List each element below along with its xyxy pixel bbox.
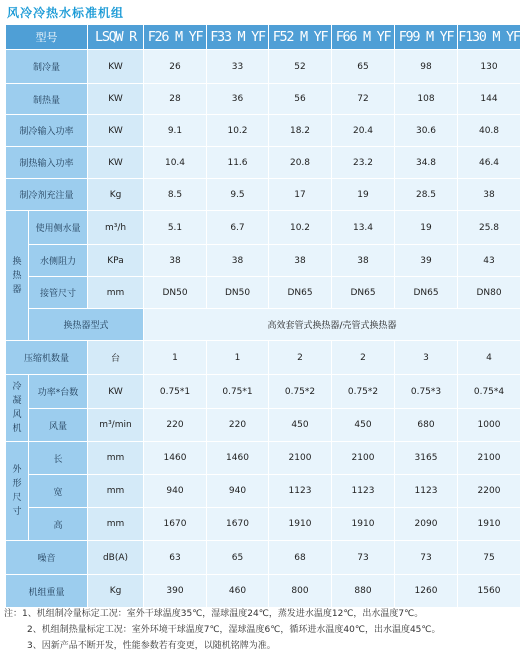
row-label: 长	[29, 442, 88, 475]
value-cell: 65	[332, 50, 395, 84]
row-length	[6, 442, 521, 475]
value-cell: 52	[269, 50, 332, 84]
row-width	[6, 475, 521, 508]
value-cell: 10.2	[207, 115, 269, 147]
value-cell: 11.6	[207, 147, 269, 179]
value-cell: 880	[332, 575, 395, 608]
row-compressors	[6, 341, 521, 375]
value-cell: 98	[395, 50, 458, 84]
value-cell: 19	[395, 211, 458, 245]
value-cell: 1910	[269, 508, 332, 541]
value-cell: 75	[458, 541, 521, 575]
value-cell: 0.75*4	[458, 375, 521, 409]
group-heat-exchanger	[6, 211, 29, 341]
notes-prefix: 注：	[4, 609, 23, 619]
row-label: 压缩机数量	[6, 341, 88, 375]
value-cell: 23.2	[332, 147, 395, 179]
value-cell: 73	[395, 541, 458, 575]
value-cell: 680	[395, 409, 458, 442]
unit-cell: Kg	[88, 179, 144, 211]
value-cell: 72	[332, 84, 395, 115]
value-cell: 2	[332, 341, 395, 375]
value-cell: 38	[207, 245, 269, 277]
row-water-resistance	[6, 245, 521, 277]
row-label: 机组重量	[6, 575, 88, 608]
row-label: 制冷剂充注量	[6, 179, 88, 211]
value-cell: 220	[207, 409, 269, 442]
value-cell: 1123	[332, 475, 395, 508]
group-dimensions	[6, 442, 29, 541]
value-cell: 1123	[395, 475, 458, 508]
unit-cell: mm	[88, 475, 144, 508]
value-cell: 2200	[458, 475, 521, 508]
value-cell: 38	[458, 179, 521, 211]
row-cooling	[6, 50, 521, 84]
value-cell: 8.5	[144, 179, 207, 211]
unit-cell: m³/min	[88, 409, 144, 442]
value-cell: 39	[395, 245, 458, 277]
value-cell: 2100	[332, 442, 395, 475]
value-cell: 1460	[207, 442, 269, 475]
value-cell: 220	[144, 409, 207, 442]
row-label: 噪音	[6, 541, 88, 575]
note-line: 2、机组制热量标定工况：室外环境干球温度7℃，湿球温度6℃，循环进水温度40℃，出水温度45℃。	[27, 625, 441, 635]
unit-cell: Kg	[88, 575, 144, 608]
value-cell: 4	[458, 341, 521, 375]
value-cell: 10.2	[269, 211, 332, 245]
value-cell: 20.4	[332, 115, 395, 147]
row-hx-type	[6, 309, 521, 341]
value-cell: 2100	[458, 442, 521, 475]
value-cell: 1	[144, 341, 207, 375]
value-cell: 9.1	[144, 115, 207, 147]
value-cell: 1460	[144, 442, 207, 475]
unit-cell: KPa	[88, 245, 144, 277]
model-name: F52 M YF	[269, 25, 332, 50]
note-text: 1、机组制冷量标定工况：室外干球温度35℃，湿球温度24℃，蒸发进水温度12℃，出水温度7℃。	[22, 609, 424, 619]
row-fan-power	[6, 375, 521, 409]
value-cell: 38	[144, 245, 207, 277]
row-label: 接管尺寸	[29, 277, 88, 309]
value-cell: 3	[395, 341, 458, 375]
value-cell: 2100	[269, 442, 332, 475]
row-label: 高	[29, 508, 88, 541]
row-heating	[6, 84, 521, 115]
value-cell: DN50	[144, 277, 207, 309]
row-label: 制冷量	[6, 50, 88, 84]
value-cell: 1910	[332, 508, 395, 541]
unit-cell: KW	[88, 50, 144, 84]
value-cell: 30.6	[395, 115, 458, 147]
row-weight	[6, 575, 521, 608]
value-cell: 940	[207, 475, 269, 508]
value-cell: 56	[269, 84, 332, 115]
value-cell: 144	[458, 84, 521, 115]
group-label: 外形尺寸	[12, 465, 22, 517]
value-cell: DN50	[207, 277, 269, 309]
value-cell: DN65	[395, 277, 458, 309]
page-title: 风冷冷热水标准机组	[7, 6, 125, 20]
value-cell: 1123	[269, 475, 332, 508]
notes	[4, 606, 441, 654]
model-name: F99 M YF	[395, 25, 458, 50]
value-cell: 1560	[458, 575, 521, 608]
unit-cell: dB(A)	[88, 541, 144, 575]
value-cell: 26	[144, 50, 207, 84]
row-cooling-power	[6, 115, 521, 147]
row-label: 使用侧水量	[29, 211, 88, 245]
row-noise	[6, 541, 521, 575]
value-cell: 450	[332, 409, 395, 442]
model-name: F33 M YF	[207, 25, 269, 50]
unit-cell: KW	[88, 115, 144, 147]
value-cell: 450	[269, 409, 332, 442]
row-label: 制热输入功率	[6, 147, 88, 179]
value-cell: 63	[144, 541, 207, 575]
hx-type-value: 高效套管式换热器/壳管式换热器	[144, 309, 521, 341]
value-cell: 1	[207, 341, 269, 375]
model-name: F66 M YF	[332, 25, 395, 50]
model-name: F26 M YF	[144, 25, 207, 50]
value-cell: 46.4	[458, 147, 521, 179]
group-label: 换热器	[12, 256, 22, 295]
value-cell: 2090	[395, 508, 458, 541]
value-cell: 10.4	[144, 147, 207, 179]
spec-table	[5, 24, 521, 608]
value-cell: 6.7	[207, 211, 269, 245]
value-cell: 1000	[458, 409, 521, 442]
value-cell: 108	[395, 84, 458, 115]
value-cell: 34.8	[395, 147, 458, 179]
value-cell: 73	[332, 541, 395, 575]
value-cell: 20.8	[269, 147, 332, 179]
group-condenser-fan	[6, 375, 29, 442]
value-cell: DN65	[269, 277, 332, 309]
value-cell: 13.4	[332, 211, 395, 245]
value-cell: 940	[144, 475, 207, 508]
row-heating-power	[6, 147, 521, 179]
value-cell: 3165	[395, 442, 458, 475]
value-cell: 28.5	[395, 179, 458, 211]
value-cell: 800	[269, 575, 332, 608]
value-cell: 1910	[458, 508, 521, 541]
value-cell: DN65	[332, 277, 395, 309]
value-cell: 36	[207, 84, 269, 115]
row-label: 换热器型式	[29, 309, 144, 341]
value-cell: 130	[458, 50, 521, 84]
series-label: LSQW R	[88, 25, 144, 50]
value-cell: 0.75*2	[332, 375, 395, 409]
value-cell: 0.75*2	[269, 375, 332, 409]
unit-cell: mm	[88, 442, 144, 475]
value-cell: 38	[332, 245, 395, 277]
value-cell: 33	[207, 50, 269, 84]
value-cell: 43	[458, 245, 521, 277]
row-water-flow	[6, 211, 521, 245]
value-cell: 65	[207, 541, 269, 575]
row-air-flow	[6, 409, 521, 442]
value-cell: 9.5	[207, 179, 269, 211]
value-cell: 1260	[395, 575, 458, 608]
note-line: 3、因新产品不断开发，性能参数若有变更，以随机铭牌为准。	[27, 641, 276, 651]
row-label: 制热量	[6, 84, 88, 115]
value-cell: 1670	[144, 508, 207, 541]
model-name: F130 M YF	[458, 25, 521, 50]
value-cell: DN80	[458, 277, 521, 309]
row-label: 风量	[29, 409, 88, 442]
value-cell: 0.75*1	[144, 375, 207, 409]
value-cell: 28	[144, 84, 207, 115]
model-label: 型号	[6, 25, 88, 50]
unit-cell: KW	[88, 84, 144, 115]
unit-cell: mm	[88, 508, 144, 541]
unit-cell: 台	[88, 341, 144, 375]
row-label: 宽	[29, 475, 88, 508]
value-cell: 460	[207, 575, 269, 608]
unit-cell: m³/h	[88, 211, 144, 245]
value-cell: 38	[269, 245, 332, 277]
value-cell: 1670	[207, 508, 269, 541]
row-height	[6, 508, 521, 541]
row-pipe-size	[6, 277, 521, 309]
value-cell: 2	[269, 341, 332, 375]
value-cell: 25.8	[458, 211, 521, 245]
header-row	[6, 25, 521, 50]
row-label: 制冷输入功率	[6, 115, 88, 147]
value-cell: 0.75*3	[395, 375, 458, 409]
group-label: 冷凝风机	[12, 382, 22, 434]
unit-cell: mm	[88, 277, 144, 309]
row-label: 功率*台数	[29, 375, 88, 409]
row-label: 水侧阻力	[29, 245, 88, 277]
note-line	[4, 606, 441, 622]
value-cell: 0.75*1	[207, 375, 269, 409]
value-cell: 17	[269, 179, 332, 211]
value-cell: 5.1	[144, 211, 207, 245]
value-cell: 19	[332, 179, 395, 211]
value-cell: 68	[269, 541, 332, 575]
unit-cell: KW	[88, 375, 144, 409]
unit-cell: KW	[88, 147, 144, 179]
value-cell: 40.8	[458, 115, 521, 147]
value-cell: 390	[144, 575, 207, 608]
row-refrigerant	[6, 179, 521, 211]
value-cell: 18.2	[269, 115, 332, 147]
